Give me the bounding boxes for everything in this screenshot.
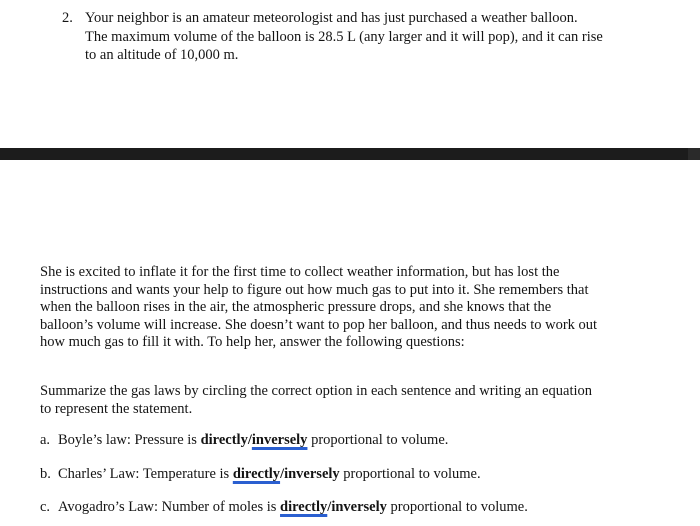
law-option-slash: / <box>280 466 285 482</box>
law-prefix: Charles’ Law: Temperature is <box>58 466 233 482</box>
question-number: 2. <box>62 10 73 26</box>
intro-line: She is excited to inflate it for the first time to collect weather information, but has lost the <box>40 264 560 280</box>
law-item-avogadro <box>40 498 528 516</box>
law-option-inversely[interactable]: inversely <box>251 432 308 448</box>
question-line: to an altitude of 10,000 m. <box>85 47 239 63</box>
question-text <box>85 9 645 65</box>
intro-line: how much gas to fill it with. To help her, answer the following questions: <box>40 334 465 351</box>
law-option-directly[interactable]: directly <box>232 466 281 482</box>
law-option-inversely[interactable]: inversely <box>331 499 387 515</box>
law-suffix: proportional to volume. <box>307 432 449 448</box>
intro-line: when the balloon rises in the air, the atmospheric pressure drops, and she knows that the <box>40 299 552 316</box>
summary-line: Summarize the gas laws by circling the correct option in each sentence and writing an equation <box>40 383 593 399</box>
law-prefix: Boyle’s law: Pressure is <box>58 432 201 448</box>
summary-line: to represent the statement. <box>40 400 193 417</box>
law-suffix: proportional to volume. <box>339 466 481 482</box>
law-letter: c. <box>40 499 51 515</box>
page-top <box>0 0 700 148</box>
intro-line: instructions and wants your help to figure out how much gas to put into it. She remembers that <box>40 281 589 298</box>
law-option-directly[interactable]: directly <box>200 432 248 448</box>
question-line: Your neighbor is an amateur meteorologist and has just purchased a weather balloon. <box>85 10 578 26</box>
page-divider-end <box>688 148 700 160</box>
intro-line: balloon’s volume will increase. She doesn’t want to pop her balloon, and thus needs to work out <box>40 316 598 333</box>
law-suffix: proportional to volume. <box>386 499 528 515</box>
law-prefix: Avogadro’s Law: Number of moles is <box>58 499 281 515</box>
law-item-charles <box>40 465 481 483</box>
law-letter: a. <box>40 432 51 448</box>
intro-paragraph <box>40 264 597 352</box>
law-item-boyle <box>40 431 448 449</box>
question-line: The maximum volume of the balloon is 28.5 L (any larger and it will pop), and it can rise <box>85 28 603 45</box>
page-divider <box>0 148 700 160</box>
law-option-slash: / <box>327 499 332 515</box>
summary-paragraph <box>40 383 592 418</box>
law-option-slash: / <box>247 432 252 448</box>
law-option-inversely[interactable]: inversely <box>284 466 340 482</box>
law-option-directly[interactable]: directly <box>280 499 328 515</box>
law-letter: b. <box>40 466 51 482</box>
